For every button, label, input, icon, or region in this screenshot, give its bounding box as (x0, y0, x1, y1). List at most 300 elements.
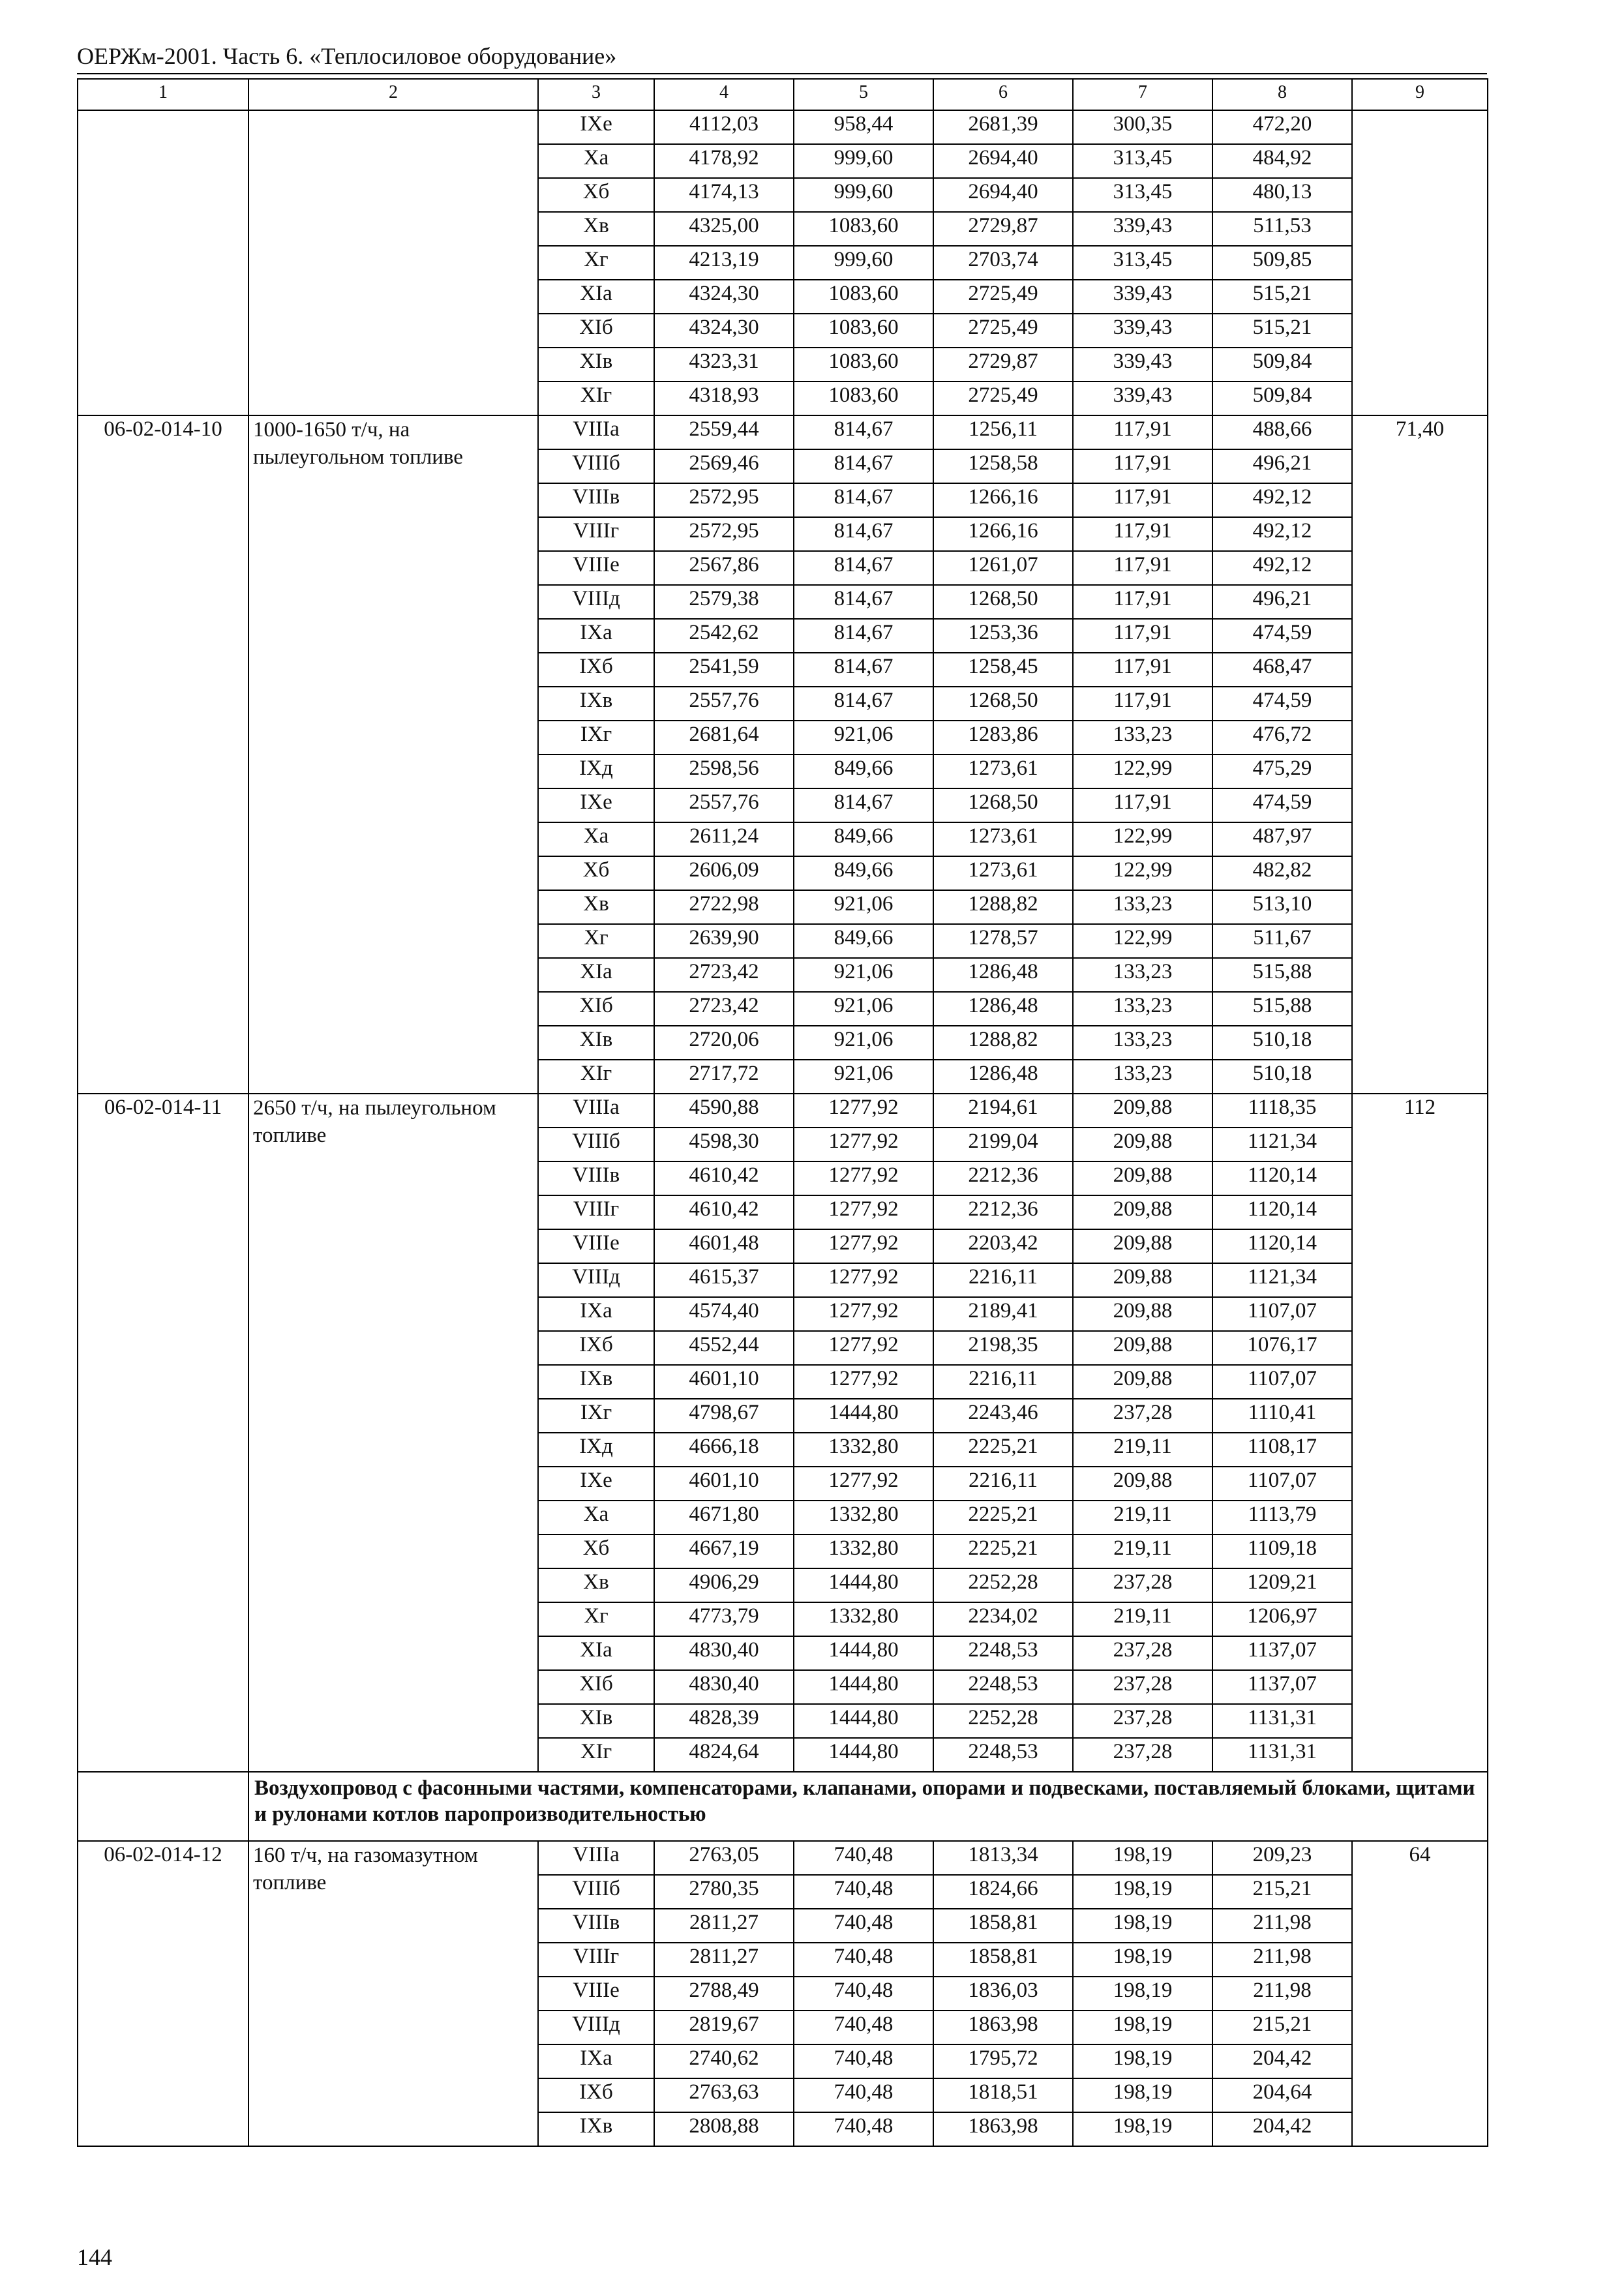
value-cell: 510,18 (1212, 1060, 1352, 1094)
value-cell: 198,19 (1073, 1875, 1212, 1909)
value-cell: 2212,36 (933, 1161, 1073, 1195)
value-cell: 313,45 (1073, 178, 1212, 212)
value-cell: 1107,07 (1212, 1365, 1352, 1399)
value-cell: 219,11 (1073, 1433, 1212, 1467)
value-cell: 921,06 (794, 992, 933, 1026)
zone-cell: XIб (538, 992, 654, 1026)
value-cell: 740,48 (794, 2044, 933, 2078)
value-cell: 2725,49 (933, 382, 1073, 415)
value-cell: 211,98 (1212, 1977, 1352, 2011)
value-cell: 488,66 (1212, 415, 1352, 449)
description-cell: 1000-1650 т/ч, на пылеугольном топливе (248, 415, 538, 1094)
section-title: Воздухопровод с фасонными частями, компенсаторами, клапанами, опорами и подвесками, поставляемый блоками, щитами и рулонами котлов паропроизводительностью (248, 1772, 1488, 1841)
value-cell: 1277,92 (794, 1128, 933, 1161)
value-cell: 1273,61 (933, 822, 1073, 856)
value-cell: 474,59 (1212, 788, 1352, 822)
zone-cell: IXе (538, 788, 654, 822)
value-cell: 1444,80 (794, 1704, 933, 1738)
value-cell: 2199,04 (933, 1128, 1073, 1161)
value-cell: 468,47 (1212, 653, 1352, 687)
value-cell: 1277,92 (794, 1297, 933, 1331)
value-cell: 1253,36 (933, 619, 1073, 653)
value-cell: 814,67 (794, 483, 933, 517)
column-number: 4 (654, 79, 794, 110)
value-cell: 2225,21 (933, 1433, 1073, 1467)
value-cell: 4324,30 (654, 280, 794, 314)
value-cell: 2598,56 (654, 755, 794, 788)
value-cell: 2763,05 (654, 1841, 794, 1875)
value-cell: 209,88 (1073, 1467, 1212, 1501)
value-cell: 1813,34 (933, 1841, 1073, 1875)
zone-cell: IXб (538, 653, 654, 687)
value-cell: 515,21 (1212, 314, 1352, 348)
value-cell: 1332,80 (794, 1433, 933, 1467)
value-cell: 921,06 (794, 1026, 933, 1060)
value-cell: 1863,98 (933, 2011, 1073, 2044)
value-cell: 1120,14 (1212, 1195, 1352, 1229)
zone-cell: IXа (538, 2044, 654, 2078)
value-cell: 2248,53 (933, 1738, 1073, 1772)
value-cell: 476,72 (1212, 721, 1352, 755)
value-cell: 204,42 (1212, 2112, 1352, 2146)
value-cell: 2611,24 (654, 822, 794, 856)
value-cell: 4552,44 (654, 1331, 794, 1365)
value-cell: 2740,62 (654, 2044, 794, 2078)
zone-cell: VIIIг (538, 517, 654, 551)
value-cell: 2694,40 (933, 178, 1073, 212)
value-cell: 2694,40 (933, 144, 1073, 178)
column-number: 3 (538, 79, 654, 110)
value-cell: 215,21 (1212, 2011, 1352, 2044)
zone-cell: XIб (538, 314, 654, 348)
column-number: 9 (1352, 79, 1488, 110)
value-cell: 2681,39 (933, 110, 1073, 144)
value-cell: 117,91 (1073, 449, 1212, 483)
value-cell: 2811,27 (654, 1909, 794, 1943)
value-cell: 211,98 (1212, 1943, 1352, 1977)
value-cell: 117,91 (1073, 517, 1212, 551)
col9-cell: 64 (1352, 1841, 1488, 2146)
value-cell: 1268,50 (933, 788, 1073, 822)
value-cell: 740,48 (794, 2011, 933, 2044)
value-cell: 2720,06 (654, 1026, 794, 1060)
value-cell: 2606,09 (654, 856, 794, 890)
zone-cell: XIа (538, 1636, 654, 1670)
value-cell: 198,19 (1073, 2044, 1212, 2078)
value-cell: 237,28 (1073, 1399, 1212, 1433)
value-cell: 1131,31 (1212, 1704, 1352, 1738)
zone-cell: IXа (538, 1297, 654, 1331)
value-cell: 133,23 (1073, 890, 1212, 924)
zone-cell: VIIIв (538, 483, 654, 517)
value-cell: 2216,11 (933, 1467, 1073, 1501)
value-cell: 1268,50 (933, 687, 1073, 721)
value-cell: 237,28 (1073, 1568, 1212, 1602)
value-cell: 958,44 (794, 110, 933, 144)
value-cell: 510,18 (1212, 1026, 1352, 1060)
value-cell: 1277,92 (794, 1365, 933, 1399)
value-cell: 209,88 (1073, 1229, 1212, 1263)
value-cell: 122,99 (1073, 924, 1212, 958)
value-cell: 1283,86 (933, 721, 1073, 755)
value-cell: 849,66 (794, 822, 933, 856)
value-cell: 496,21 (1212, 449, 1352, 483)
value-cell: 1268,50 (933, 585, 1073, 619)
value-cell: 1277,92 (794, 1467, 933, 1501)
value-cell: 4318,93 (654, 382, 794, 415)
value-cell: 4830,40 (654, 1636, 794, 1670)
value-cell: 509,84 (1212, 382, 1352, 415)
value-cell: 814,67 (794, 788, 933, 822)
value-cell: 1137,07 (1212, 1670, 1352, 1704)
value-cell: 209,23 (1212, 1841, 1352, 1875)
value-cell: 849,66 (794, 924, 933, 958)
value-cell: 204,64 (1212, 2078, 1352, 2112)
value-cell: 339,43 (1073, 280, 1212, 314)
value-cell: 215,21 (1212, 1875, 1352, 1909)
zone-cell: VIIIд (538, 1263, 654, 1297)
value-cell: 1818,51 (933, 2078, 1073, 2112)
zone-cell: VIIIд (538, 585, 654, 619)
zone-cell: IXд (538, 1433, 654, 1467)
value-cell: 2559,44 (654, 415, 794, 449)
value-cell: 740,48 (794, 1909, 933, 1943)
zone-cell: Xг (538, 1602, 654, 1636)
zone-cell: Xа (538, 822, 654, 856)
value-cell: 1277,92 (794, 1229, 933, 1263)
value-cell: 814,67 (794, 449, 933, 483)
zone-cell: VIIIд (538, 2011, 654, 2044)
value-cell: 133,23 (1073, 992, 1212, 1026)
value-cell: 209,88 (1073, 1331, 1212, 1365)
table-row (78, 415, 1488, 449)
zone-cell: Xб (538, 856, 654, 890)
value-cell: 4830,40 (654, 1670, 794, 1704)
value-cell: 300,35 (1073, 110, 1212, 144)
value-cell: 2723,42 (654, 992, 794, 1026)
value-cell: 1863,98 (933, 2112, 1073, 2146)
value-cell: 4610,42 (654, 1161, 794, 1195)
value-cell: 4906,29 (654, 1568, 794, 1602)
value-cell: 921,06 (794, 1060, 933, 1094)
zone-cell: Xб (538, 178, 654, 212)
value-cell: 209,88 (1073, 1128, 1212, 1161)
value-cell: 814,67 (794, 551, 933, 585)
zone-cell: XIв (538, 1026, 654, 1060)
value-cell: 2225,21 (933, 1534, 1073, 1568)
value-cell: 1444,80 (794, 1670, 933, 1704)
value-cell: 1083,60 (794, 348, 933, 382)
value-cell: 4828,39 (654, 1704, 794, 1738)
column-number: 5 (794, 79, 933, 110)
value-cell: 4671,80 (654, 1501, 794, 1534)
zone-cell: Xг (538, 246, 654, 280)
zone-cell: IXг (538, 721, 654, 755)
value-cell: 1209,21 (1212, 1568, 1352, 1602)
value-cell: 219,11 (1073, 1534, 1212, 1568)
value-cell: 1107,07 (1212, 1467, 1352, 1501)
value-cell: 198,19 (1073, 1909, 1212, 1943)
value-cell: 2811,27 (654, 1943, 794, 1977)
value-cell: 1083,60 (794, 280, 933, 314)
value-cell: 2216,11 (933, 1263, 1073, 1297)
column-number: 2 (248, 79, 538, 110)
value-cell: 198,19 (1073, 1943, 1212, 1977)
section-empty-cell (78, 1772, 248, 1841)
zone-cell: Xа (538, 1501, 654, 1534)
value-cell: 1444,80 (794, 1568, 933, 1602)
value-cell: 2557,76 (654, 687, 794, 721)
value-cell: 1288,82 (933, 890, 1073, 924)
zone-cell: Xв (538, 890, 654, 924)
value-cell: 1110,41 (1212, 1399, 1352, 1433)
zone-cell: Xв (538, 1568, 654, 1602)
value-cell: 209,88 (1073, 1263, 1212, 1297)
value-cell: 2248,53 (933, 1670, 1073, 1704)
value-cell: 209,88 (1073, 1161, 1212, 1195)
value-cell: 2579,38 (654, 585, 794, 619)
value-cell: 4610,42 (654, 1195, 794, 1229)
value-cell: 1131,31 (1212, 1738, 1352, 1772)
zone-cell: VIIIа (538, 1094, 654, 1128)
page-header: ОЕРЖм-2001. Часть 6. «Теплосиловое оборудование» (77, 43, 617, 69)
value-cell: 133,23 (1073, 721, 1212, 755)
value-cell: 204,42 (1212, 2044, 1352, 2078)
value-cell: 1121,34 (1212, 1263, 1352, 1297)
value-cell: 740,48 (794, 1943, 933, 1977)
value-cell: 1286,48 (933, 1060, 1073, 1094)
value-cell: 133,23 (1073, 958, 1212, 992)
value-cell: 4325,00 (654, 212, 794, 246)
value-cell: 2681,64 (654, 721, 794, 755)
zone-cell: VIIIг (538, 1195, 654, 1229)
value-cell: 4174,13 (654, 178, 794, 212)
zone-cell: IXг (538, 1399, 654, 1433)
value-cell: 219,11 (1073, 1501, 1212, 1534)
value-cell: 740,48 (794, 1875, 933, 1909)
value-cell: 122,99 (1073, 755, 1212, 788)
value-cell: 999,60 (794, 144, 933, 178)
value-cell: 474,59 (1212, 687, 1352, 721)
value-cell: 339,43 (1073, 348, 1212, 382)
value-cell: 339,43 (1073, 382, 1212, 415)
value-cell: 1266,16 (933, 483, 1073, 517)
rates-table-body (78, 79, 1488, 2146)
value-cell: 209,88 (1073, 1297, 1212, 1331)
value-cell: 1277,92 (794, 1094, 933, 1128)
value-cell: 117,91 (1073, 551, 1212, 585)
column-number: 6 (933, 79, 1073, 110)
value-cell: 515,21 (1212, 280, 1352, 314)
value-cell: 209,88 (1073, 1094, 1212, 1128)
zone-cell: Xб (538, 1534, 654, 1568)
value-cell: 1288,82 (933, 1026, 1073, 1060)
value-cell: 237,28 (1073, 1738, 1212, 1772)
zone-cell: Xг (538, 924, 654, 958)
value-cell: 117,91 (1073, 619, 1212, 653)
value-cell: 1858,81 (933, 1943, 1073, 1977)
value-cell: 1256,11 (933, 415, 1073, 449)
code-cell: 06-02-014-10 (78, 415, 248, 1094)
value-cell: 1266,16 (933, 517, 1073, 551)
value-cell: 198,19 (1073, 2112, 1212, 2146)
value-cell: 2725,49 (933, 314, 1073, 348)
value-cell: 921,06 (794, 721, 933, 755)
value-cell: 2780,35 (654, 1875, 794, 1909)
value-cell: 209,88 (1073, 1195, 1212, 1229)
value-cell: 814,67 (794, 653, 933, 687)
zone-cell: IXб (538, 2078, 654, 2112)
value-cell: 1273,61 (933, 755, 1073, 788)
value-cell: 484,92 (1212, 144, 1352, 178)
value-cell: 1118,35 (1212, 1094, 1352, 1128)
value-cell: 117,91 (1073, 687, 1212, 721)
value-cell: 1286,48 (933, 958, 1073, 992)
value-cell: 117,91 (1073, 483, 1212, 517)
value-cell: 1444,80 (794, 1399, 933, 1433)
value-cell: 1083,60 (794, 382, 933, 415)
value-cell: 198,19 (1073, 1841, 1212, 1875)
description-cell: 160 т/ч, на газомазутном топливе (248, 1841, 538, 2146)
value-cell: 1206,97 (1212, 1602, 1352, 1636)
value-cell: 2198,35 (933, 1331, 1073, 1365)
value-cell: 480,13 (1212, 178, 1352, 212)
value-cell: 4601,10 (654, 1467, 794, 1501)
value-cell: 237,28 (1073, 1636, 1212, 1670)
zone-cell: XIа (538, 280, 654, 314)
value-cell: 1109,18 (1212, 1534, 1352, 1568)
column-number: 8 (1212, 79, 1352, 110)
code-cell: 06-02-014-11 (78, 1094, 248, 1772)
value-cell: 814,67 (794, 415, 933, 449)
value-cell: 2717,72 (654, 1060, 794, 1094)
zone-cell: VIIIб (538, 1128, 654, 1161)
value-cell: 1444,80 (794, 1738, 933, 1772)
value-cell: 117,91 (1073, 653, 1212, 687)
value-cell: 2808,88 (654, 2112, 794, 2146)
value-cell: 2729,87 (933, 348, 1073, 382)
zone-cell: XIг (538, 382, 654, 415)
value-cell: 4598,30 (654, 1128, 794, 1161)
zone-cell: IXа (538, 619, 654, 653)
value-cell: 1113,79 (1212, 1501, 1352, 1534)
value-cell: 511,53 (1212, 212, 1352, 246)
zone-cell: VIIIг (538, 1943, 654, 1977)
value-cell: 2729,87 (933, 212, 1073, 246)
value-cell: 2252,28 (933, 1704, 1073, 1738)
column-number-row (78, 79, 1488, 110)
value-cell: 4667,19 (654, 1534, 794, 1568)
value-cell: 2788,49 (654, 1977, 794, 2011)
value-cell: 198,19 (1073, 2011, 1212, 2044)
description-cell (248, 110, 538, 415)
value-cell: 814,67 (794, 585, 933, 619)
value-cell: 1261,07 (933, 551, 1073, 585)
value-cell: 313,45 (1073, 144, 1212, 178)
value-cell: 482,82 (1212, 856, 1352, 890)
value-cell: 999,60 (794, 178, 933, 212)
value-cell: 1277,92 (794, 1195, 933, 1229)
value-cell: 2203,42 (933, 1229, 1073, 1263)
value-cell: 511,67 (1212, 924, 1352, 958)
value-cell: 2819,67 (654, 2011, 794, 2044)
header-rule (77, 73, 1487, 74)
value-cell: 2569,46 (654, 449, 794, 483)
code-cell (78, 110, 248, 415)
value-cell: 1278,57 (933, 924, 1073, 958)
zone-cell: XIа (538, 958, 654, 992)
zone-cell: IXб (538, 1331, 654, 1365)
value-cell: 2194,61 (933, 1094, 1073, 1128)
zone-cell: VIIIв (538, 1161, 654, 1195)
value-cell: 475,29 (1212, 755, 1352, 788)
zone-cell: IXе (538, 110, 654, 144)
code-cell: 06-02-014-12 (78, 1841, 248, 2146)
value-cell: 492,12 (1212, 551, 1352, 585)
value-cell: 2189,41 (933, 1297, 1073, 1331)
value-cell: 2212,36 (933, 1195, 1073, 1229)
zone-cell: IXв (538, 1365, 654, 1399)
value-cell: 1286,48 (933, 992, 1073, 1026)
value-cell: 1120,14 (1212, 1161, 1352, 1195)
value-cell: 474,59 (1212, 619, 1352, 653)
value-cell: 740,48 (794, 1841, 933, 1875)
value-cell: 313,45 (1073, 246, 1212, 280)
value-cell: 2243,46 (933, 1399, 1073, 1433)
value-cell: 515,88 (1212, 958, 1352, 992)
value-cell: 219,11 (1073, 1602, 1212, 1636)
value-cell: 492,12 (1212, 483, 1352, 517)
value-cell: 2248,53 (933, 1636, 1073, 1670)
value-cell: 339,43 (1073, 314, 1212, 348)
value-cell: 133,23 (1073, 1026, 1212, 1060)
value-cell: 4601,10 (654, 1365, 794, 1399)
value-cell: 1076,17 (1212, 1331, 1352, 1365)
value-cell: 4213,19 (654, 246, 794, 280)
zone-cell: IXе (538, 1467, 654, 1501)
value-cell: 1083,60 (794, 314, 933, 348)
value-cell: 117,91 (1073, 788, 1212, 822)
value-cell: 509,85 (1212, 246, 1352, 280)
value-cell: 814,67 (794, 687, 933, 721)
value-cell: 2542,62 (654, 619, 794, 653)
value-cell: 999,60 (794, 246, 933, 280)
value-cell: 1795,72 (933, 2044, 1073, 2078)
value-cell: 1332,80 (794, 1501, 933, 1534)
value-cell: 2639,90 (654, 924, 794, 958)
table-row (78, 110, 1488, 144)
value-cell: 4574,40 (654, 1297, 794, 1331)
value-cell: 4824,64 (654, 1738, 794, 1772)
zone-cell: XIг (538, 1060, 654, 1094)
value-cell: 1258,58 (933, 449, 1073, 483)
column-number: 1 (78, 79, 248, 110)
value-cell: 1277,92 (794, 1263, 933, 1297)
value-cell: 4590,88 (654, 1094, 794, 1128)
value-cell: 1277,92 (794, 1161, 933, 1195)
zone-cell: IXв (538, 687, 654, 721)
zone-cell: VIIIе (538, 1229, 654, 1263)
zone-cell: XIв (538, 1704, 654, 1738)
value-cell: 237,28 (1073, 1704, 1212, 1738)
zone-cell: XIб (538, 1670, 654, 1704)
value-cell: 2252,28 (933, 1568, 1073, 1602)
description-cell: 2650 т/ч, на пылеугольном топливе (248, 1094, 538, 1772)
value-cell: 4324,30 (654, 314, 794, 348)
value-cell: 133,23 (1073, 1060, 1212, 1094)
value-cell: 122,99 (1073, 856, 1212, 890)
value-cell: 2557,76 (654, 788, 794, 822)
